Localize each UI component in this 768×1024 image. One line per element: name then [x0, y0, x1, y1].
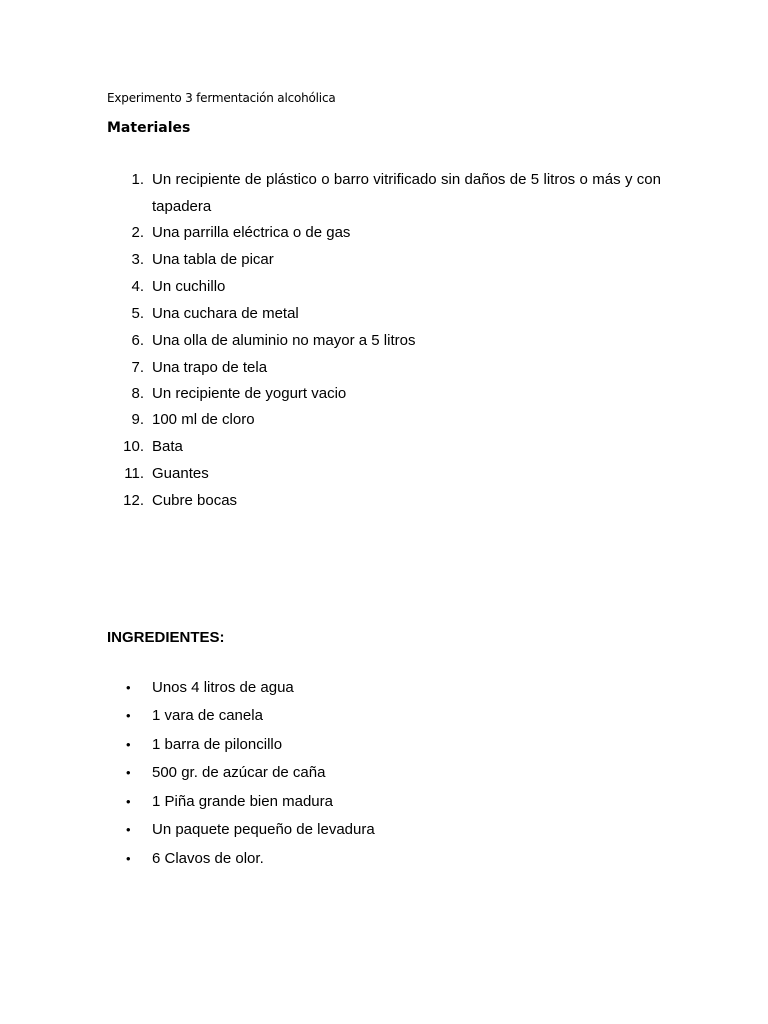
list-item-text: Una olla de aluminio no mayor a 5 litros [152, 332, 416, 349]
list-item-text: 1 barra de piloncillo [152, 736, 283, 753]
ingredientes-heading: INGREDIENTES: [107, 629, 225, 646]
list-number: 11. [124, 465, 144, 482]
list-item-text: Una parrilla eléctrica o de gas [152, 224, 351, 241]
materiales-heading: Materiales [107, 120, 191, 136]
list-number: 8. [131, 385, 144, 402]
bullet-icon: • [126, 794, 131, 809]
list-item-text: Una trapo de tela [152, 359, 268, 376]
list-number: 3. [131, 251, 144, 268]
list-item-text: Cubre bocas [152, 492, 238, 509]
list-item-text: Un recipiente de plástico o barro vitrificado sin daños de 5 litros o más y con tapadera [152, 171, 661, 215]
list-number: 7. [131, 359, 144, 376]
list-number: 4. [131, 278, 144, 295]
list-item-text: Una cuchara de metal [152, 305, 299, 322]
list-item-text: Un recipiente de yogurt vacio [152, 385, 347, 402]
list-number: 10. [123, 438, 144, 455]
list-item-text: 6 Clavos de olor. [152, 850, 264, 867]
list-number: 1. [131, 171, 144, 188]
list-item-text: Unos 4 litros de agua [152, 679, 294, 696]
list-number: 12. [123, 492, 144, 509]
list-item-text: Bata [152, 438, 183, 455]
list-item-text: Una tabla de picar [152, 251, 274, 268]
list-number: 9. [131, 411, 144, 428]
list-number: 6. [131, 332, 144, 349]
list-item-text: 100 ml de cloro [152, 411, 255, 428]
list-number: 5. [131, 305, 144, 322]
list-number: 2. [131, 224, 144, 241]
bullet-icon: • [126, 851, 131, 866]
list-item-text: 500 gr. de azúcar de caña [152, 764, 326, 781]
list-item-text: Guantes [152, 465, 209, 482]
list-item-text: Un cuchillo [152, 278, 226, 295]
list-item-text: 1 vara de canela [152, 707, 263, 724]
bullet-icon: • [126, 708, 131, 723]
document-title: Experimento 3 fermentación alcohólica [107, 91, 336, 105]
list-item-text: 1 Piña grande bien madura [152, 793, 333, 810]
bullet-icon: • [126, 737, 131, 752]
bullet-icon: • [126, 822, 131, 837]
bullet-icon: • [126, 765, 131, 780]
bullet-icon: • [126, 680, 131, 695]
list-item-text: Un paquete pequeño de levadura [152, 821, 375, 838]
